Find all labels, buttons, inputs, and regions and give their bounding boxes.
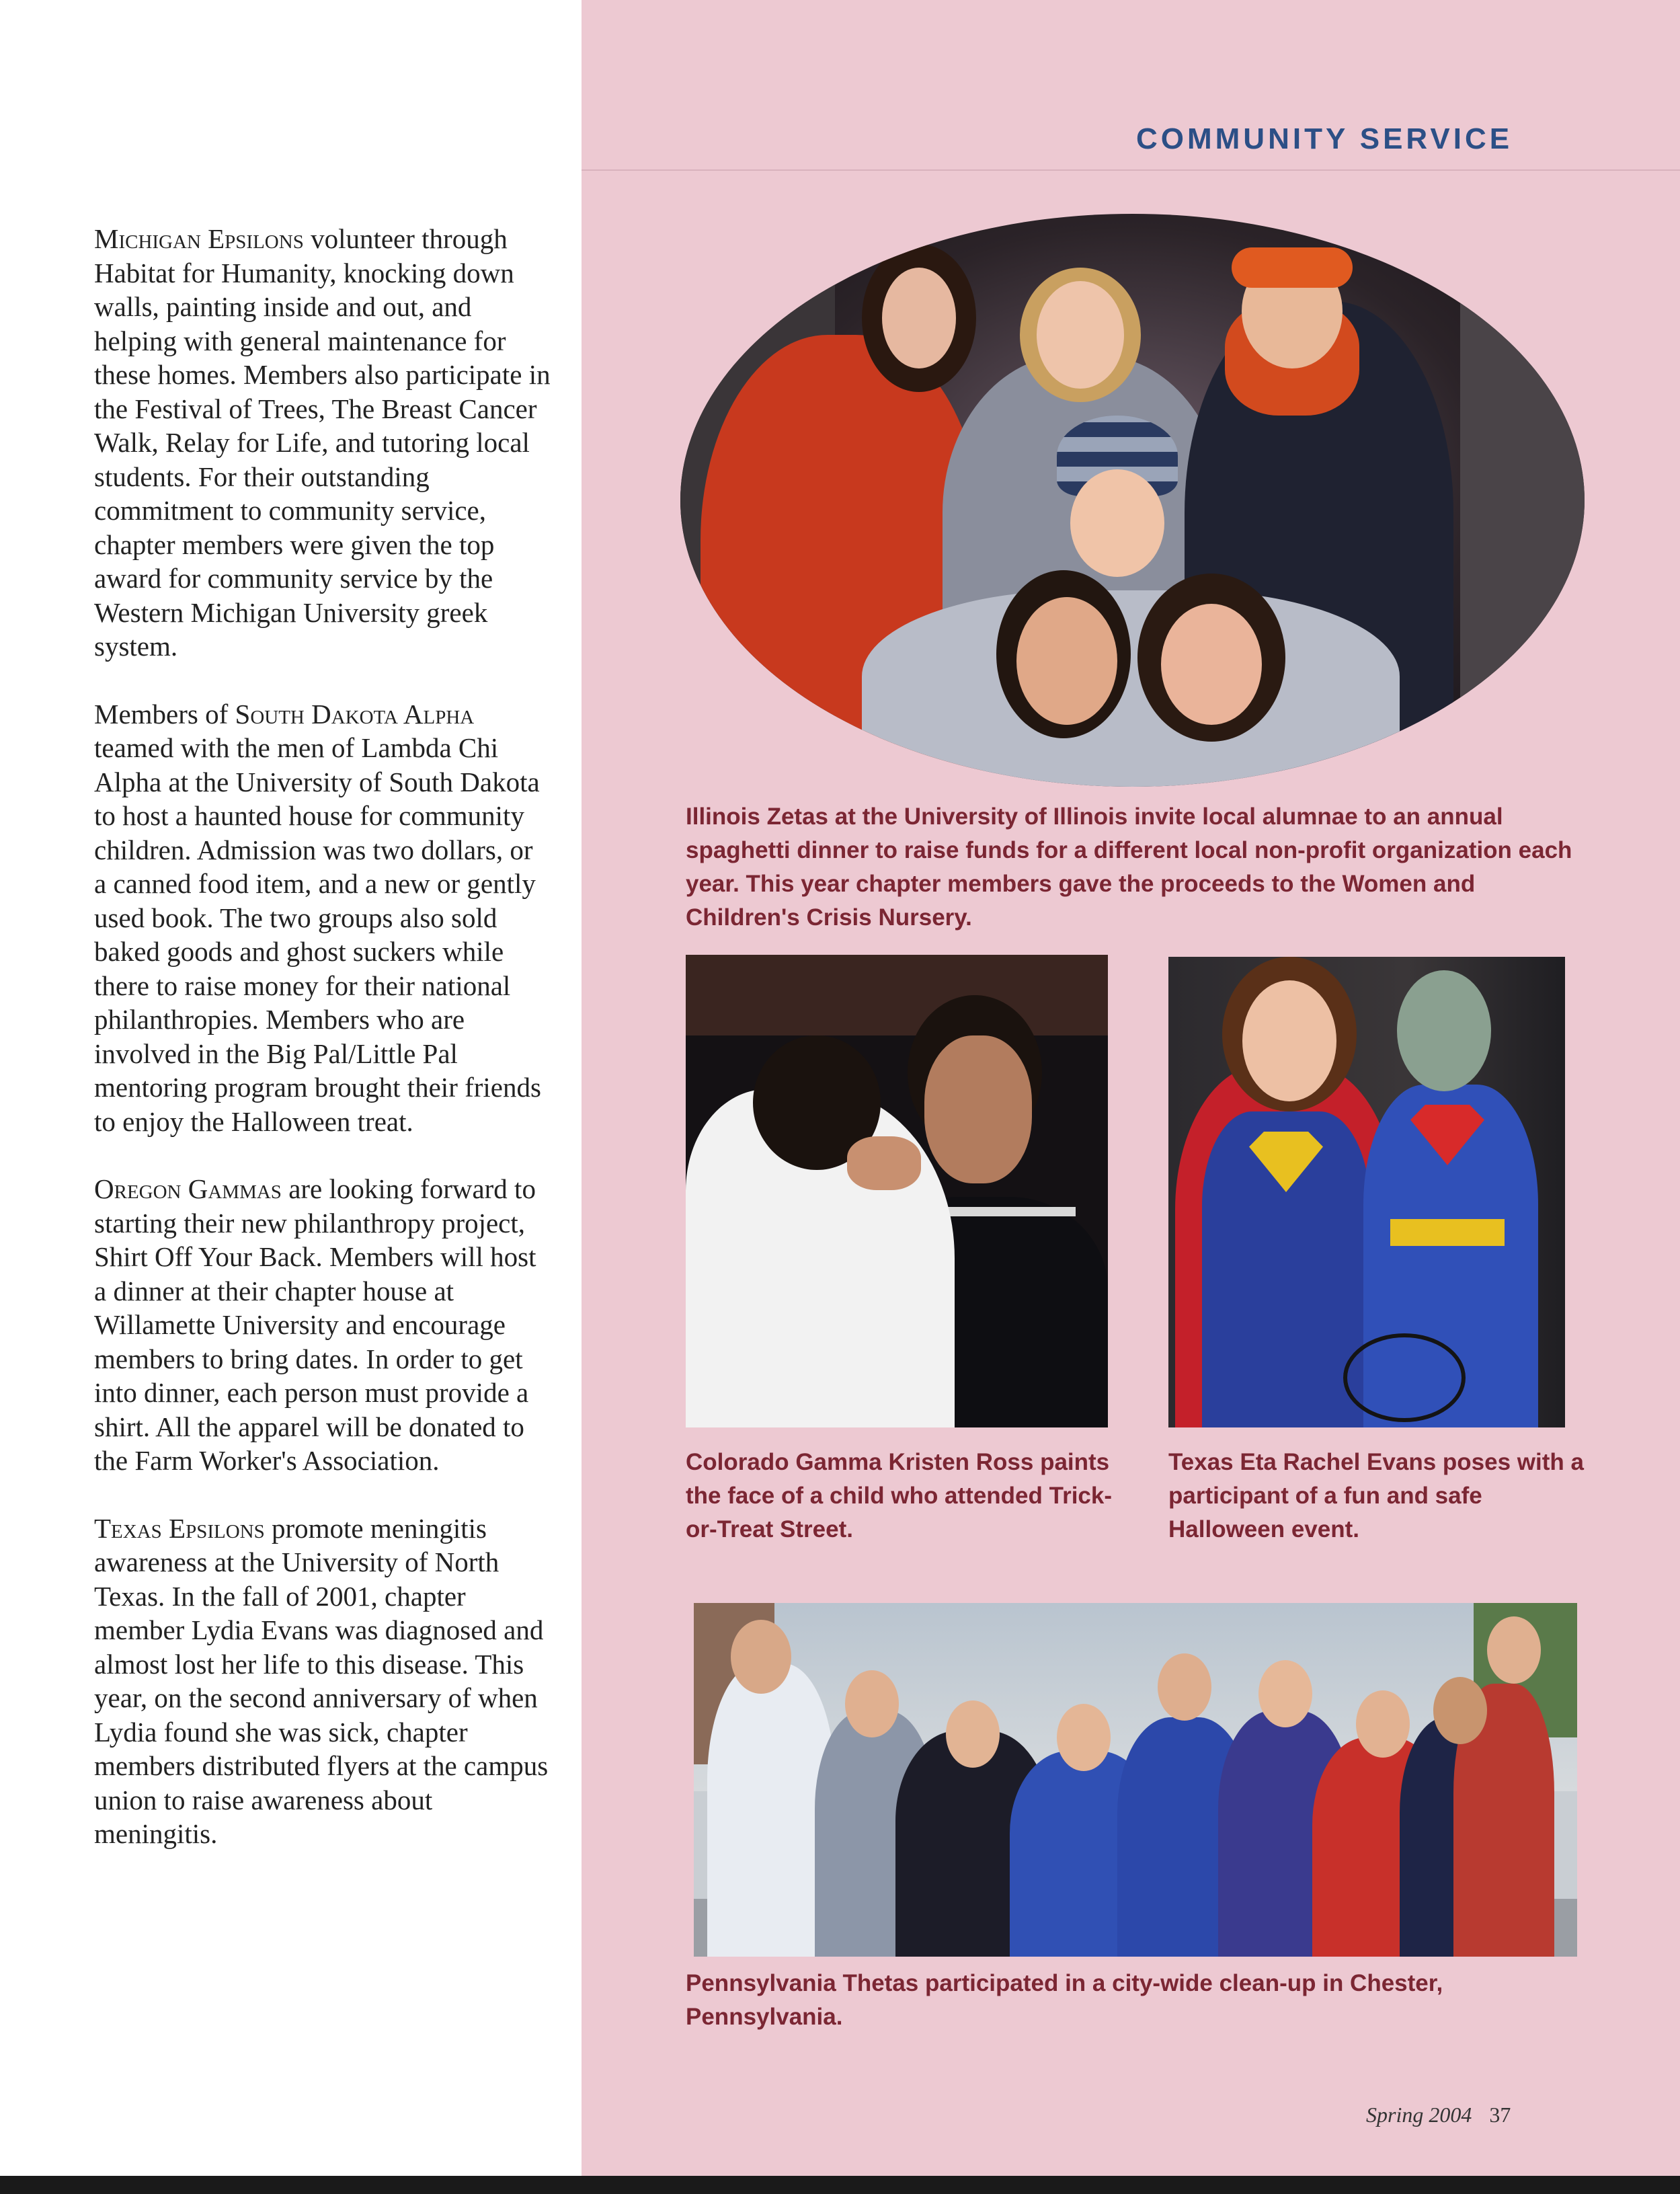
background-wall (686, 955, 1108, 1035)
texas-eta-caption: Texas Eta Rachel Evans poses with a participant of a fun and safe Halloween event. (1168, 1449, 1584, 1542)
section-title: COMMUNITY SERVICE (1136, 122, 1513, 155)
page-footer (1366, 2103, 1511, 2127)
article-body: volunteer through Habitat for Humanity, knocking down walls, painting inside and out, and helping with general maintenance for these homes. Members also participate in the Festival of Trees, The Breast Cancer Walk, Relay for Life, and tutoring local students. For their outstanding commitment to community service, chapter members were given the top award for community service by the Western Michigan University greek system. (94, 223, 551, 662)
headband (1232, 247, 1353, 288)
pennsylvania-caption: Pennsylvania Thetas participated in a city-wide clean-up in Chester, Pennsylvania. (686, 1970, 1443, 2030)
face (1070, 469, 1164, 577)
face (1487, 1616, 1541, 1684)
article-texas (94, 1512, 551, 1851)
face (1356, 1690, 1410, 1758)
issue-label: Spring 2004 (1366, 2103, 1472, 2127)
woman-face (1242, 980, 1336, 1101)
article-michigan (94, 222, 551, 664)
face (1161, 604, 1262, 725)
face (946, 1700, 1000, 1768)
title-divider (582, 169, 1680, 171)
face (845, 1670, 899, 1737)
article-body: teamed with the men of Lambda Chi Alpha at the University of South Dakota to host a haunted house for community children. Admission was two dollars, or a canned food item, and a new or gently used book. The two groups also sold baked goods and ghost suckers while there to raise money for their national philanthropies. Members who are involved in the Big Pal/Little Pal mentoring program brought their friends to enjoy the Halloween treat. (94, 732, 541, 1137)
article-column (94, 222, 551, 1885)
article-oregon (94, 1172, 551, 1478)
article-south-dakota (94, 697, 551, 1139)
face (1158, 1653, 1211, 1721)
chapter-name: Texas Epsilons (94, 1512, 265, 1544)
candy-basket (1343, 1333, 1466, 1422)
chapter-name: Oregon Gammas (94, 1173, 282, 1204)
face (1037, 281, 1124, 389)
colorado-caption: Colorado Gamma Kristen Ross paints the face of a child who attended Trick-or-Treat Street. (686, 1449, 1112, 1542)
article-body: are looking forward to starting their new philanthropy project, Shirt Off Your Back. Members will host a dinner at their chapter house at Willamette University and encourage members to bring dates. In order to get into dinner, each person must provide a shirt. All the apparel will be donated to the Farm Worker's Association. (94, 1173, 536, 1476)
face (1057, 1704, 1111, 1771)
child-belt (1390, 1219, 1505, 1246)
article-intro: Members of (94, 698, 235, 730)
article-body: promote meningitis awareness at the University of North Texas. In the fall of 2001, chapter member Lydia Evans was diagnosed and almost lost her life to this disease. This year, on the second anniversary of when Lydia found she was sick, chapter members distributed flyers at the campus union to raise awareness about meningitis. (94, 1512, 549, 1849)
pennsylvania-thetas-photo (694, 1603, 1577, 1957)
face (1433, 1677, 1487, 1744)
front-row-sweaters (862, 590, 1400, 787)
child-painted-face (1397, 970, 1491, 1091)
chapter-name: Michigan Epsilons (94, 223, 304, 254)
painter-hand (847, 1136, 921, 1190)
face (731, 1620, 791, 1694)
illinois-caption: Illinois Zetas at the University of Illinois invite local alumnae to an annual spaghetti dinner to raise funds for a different local non-profit organization each year. This year chapter members gave the proceeds to the Women and Children's Crisis Nursery. (686, 804, 1572, 931)
page-number: 37 (1489, 2103, 1511, 2127)
face (882, 268, 956, 368)
doorway-right (1460, 214, 1585, 787)
colorado-gamma-photo (686, 955, 1108, 1427)
illinois-zetas-photo (680, 214, 1585, 787)
boy-face (924, 1035, 1032, 1183)
texas-eta-photo (1168, 957, 1565, 1427)
face (1016, 597, 1117, 725)
chapter-name: South Dakota Alpha (235, 698, 475, 730)
face (1258, 1660, 1312, 1727)
bottom-border (0, 2176, 1680, 2194)
